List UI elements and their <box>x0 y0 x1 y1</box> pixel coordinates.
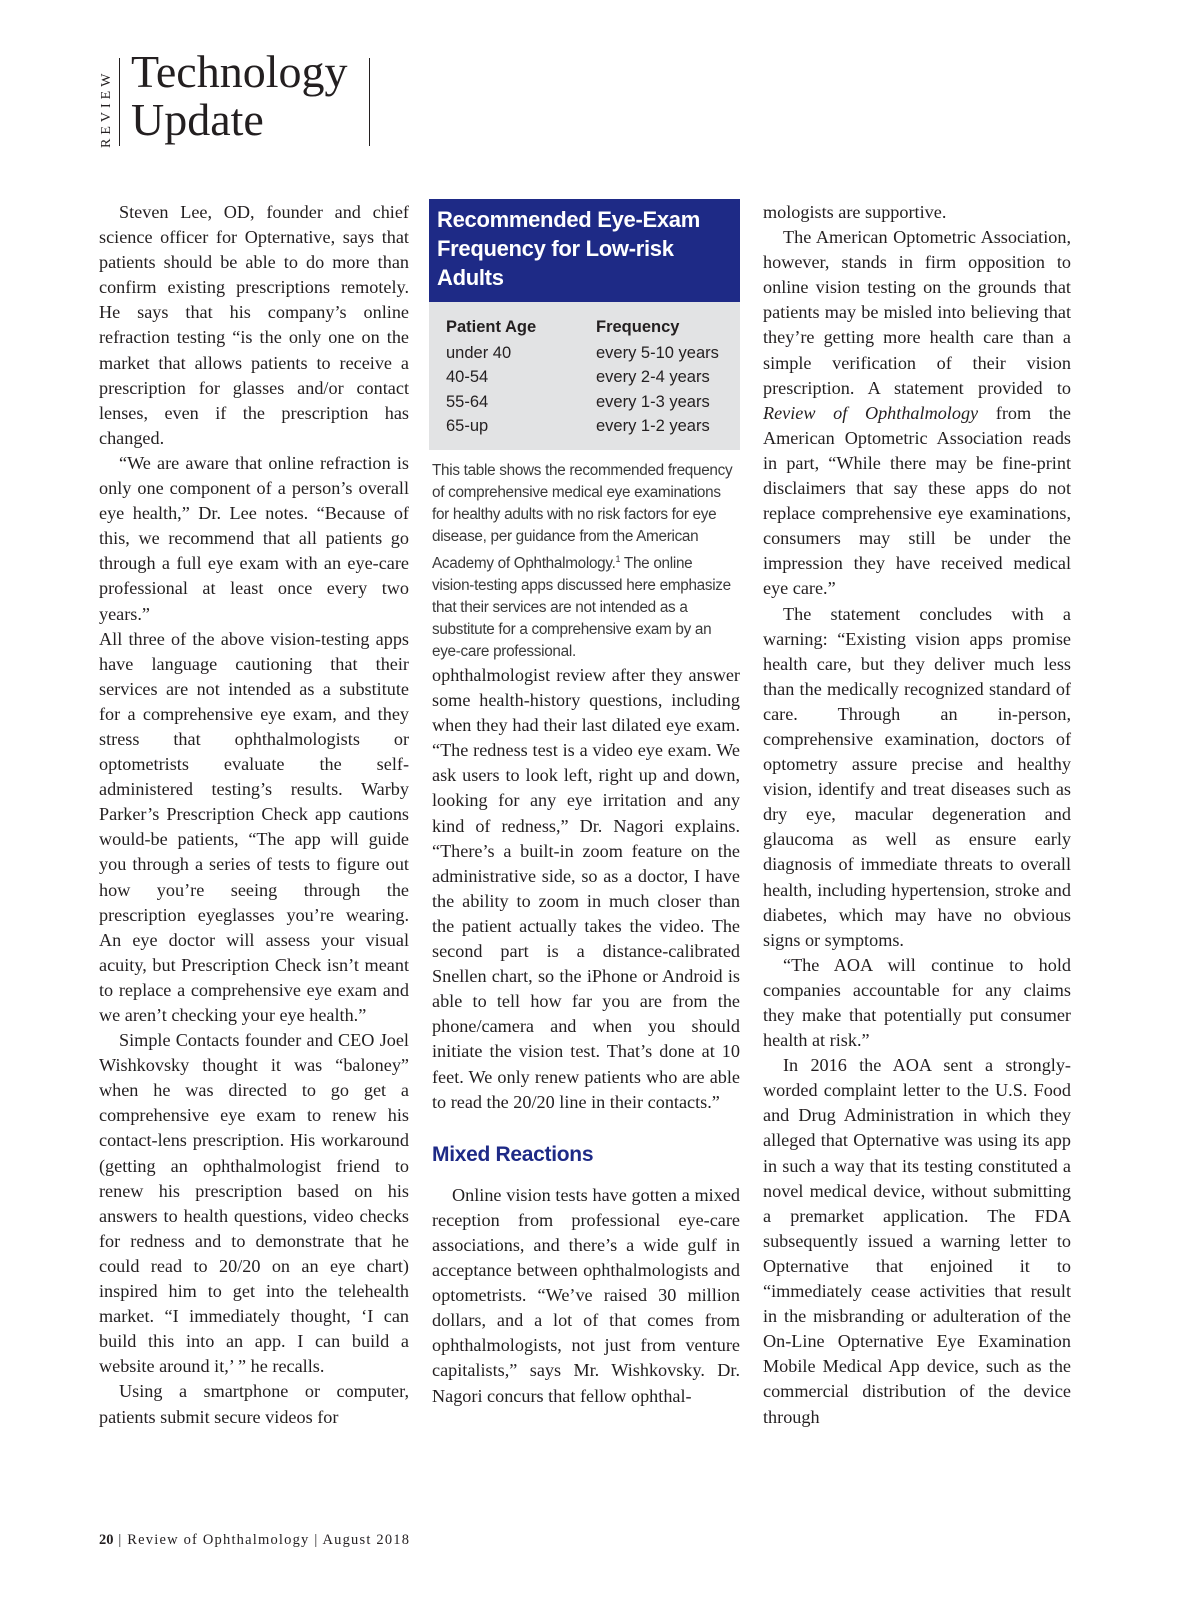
paragraph: ophthalmologist review after they answer some health-history questions, including when they had their last dilated eye exam. “The redness test is a video eye exam. We ask users to look left, right up and down, looking for any eye irritation and any kind of redness,” Dr. Nagori explains. “There’s a built-in zoom feature on the administrative side, so as a doctor, I have the ability to zoom in much closer than the patient actually takes the video. The second part is a distance-calibrated Snellen chart, so the iPhone or Android is able to tell how far you are from the phone/camera and when you should initiate the vision test. That’s done at 10 feet. We only renew patients who are able to read the 20/20 line in their contacts.” <box>432 665 740 1112</box>
publication-name: Review of Ophthalmology <box>127 1532 310 1548</box>
paragraph: “The AOA will continue to hold companies accountable for any claims they make that potentially put consumer health at risk.” <box>763 954 1071 1051</box>
paragraph: Steven Lee, OD, founder and chief science officer for Opternative, says that patients should be able to do more than confirm existing prescriptions remotely. He says that his company’s online refraction testing “is the only one on the market that allows patients to receive a prescription for glasses and/or contact lenses, even if the prescription has changed. <box>99 202 409 448</box>
table-row <box>446 415 719 440</box>
paragraph-text: from the American Optometric Association reads in part, “While there may be fine-print disclaimers that say these apps do not replace comprehensive eye examinations, consumers may still be under the impression they have received medical eye care.” <box>763 402 1071 599</box>
paragraph: “We are aware that online refraction is only one component of a person’s overall eye health,” Dr. Lee notes. “Because of this, we recommend that all patients go through a full eye exam with an eye-care professional at least once every two years.” <box>99 452 409 624</box>
paragraph: The statement concludes with a warning: “Existing vision apps promise health care, but they deliver much less than the medically recognized standard of care. Through an in-person, comprehensive examination, doctors of optometry assure precise and healthy vision, identify and treat diseases such as dry eye, macular degeneration and glaucoma as well as ensure early diagnosis of immediate threats to overall health, including hypertension, stroke and diabetes, which may have no obvious signs or symptoms. <box>763 603 1071 950</box>
table-row <box>446 390 719 415</box>
caption-text: This table shows the recommended frequency of comprehensive medical eye examinations for healthy adults with no risk factors for eye disease, per guidance from the American Academy of Ophthalmology. <box>432 462 733 573</box>
sidebar-caption <box>429 450 740 663</box>
table-row <box>446 341 719 366</box>
paragraph: In 2016 the AOA sent a strongly-worded complaint letter to the U.S. Food and Drug Administration in which they alleged that Opternative was using its app in such a way that its testing constituted a novel medical device, without submitting a premarket application. The FDA subsequently issued a warning letter to Opternative that enjoined it to “immediately cease activities that result in the misbranding or adulteration of the On-Line Opternative Eye Examination Mobile Medical App device, such as the commercial distribution of the device through <box>763 1055 1071 1427</box>
subheading: Mixed Reactions <box>432 1142 594 1166</box>
section-title-line1: Technology <box>131 46 348 97</box>
table-cell: every 2-4 years <box>596 368 710 387</box>
table-cell: every 1-2 years <box>596 417 710 436</box>
header-divider-right <box>369 58 370 146</box>
article-column-3 <box>763 200 1071 1430</box>
paragraph <box>763 225 1071 601</box>
header-divider-left <box>119 58 120 146</box>
section-header <box>97 46 377 152</box>
caption-text: The online vision-testing apps discussed here emphasize that their services are not intended as a substitute for a comprehensive exam by an eye-care professional. <box>432 555 731 661</box>
sidebar-title: Recommended Eye-Exam Frequency for Low-risk Adults <box>429 199 740 302</box>
table-cell: every 5-10 years <box>596 343 719 362</box>
page-footer <box>99 1532 410 1549</box>
paragraph: Simple Contacts founder and CEO Joel Wishkovsky thought it was “baloney” when he was directed to go get a comprehensive eye exam to renew his contact-lens prescription. His workaround (getting an ophthalmologist friend to renew his prescription based on his answers to health questions, video checks for redness and to demonstrate that he could read to 20/20 on an eye chart) inspired him to get into the telehealth market. “I immediately thought, ‘I can build this into an app. I can build a website around it,’ ” he recalls. <box>99 1030 409 1377</box>
paragraph: Online vision tests have gotten a mixed reception from professional eye-care associations, and there’s a wide gulf in acceptance between ophthalmologists and optometrists. “We’ve raised 30 million dollars, and a lot of that comes from ophthalmologists, not just from venture capitalists,” says Mr. Wishkovsky. Dr. Nagori concurs that fellow ophthal- <box>432 1184 740 1406</box>
table-cell: under 40 <box>446 343 512 362</box>
table-header: Patient Age <box>446 318 537 336</box>
footer-separator: | <box>118 1532 123 1548</box>
table-header: Frequency <box>596 318 680 336</box>
table-cell: 65-up <box>446 417 489 436</box>
table-cell: 40-54 <box>446 368 489 387</box>
table-cell: every 1-3 years <box>596 392 710 411</box>
section-title-line2: Update <box>131 94 264 145</box>
frequency-table <box>429 302 740 450</box>
page-number: 20 <box>99 1532 114 1548</box>
paragraph: All three of the above vision-testing apps have language cautioning that their services are not intended as a substitute for a comprehensive eye exam, and they stress that ophthalmologists or optometrists evaluate the self-administered testing’s results. Warby Parker’s Prescription Check app cautions would-be patients, “The app will guide you through a series of tests to figure out how you’re seeing through the prescription eyeglasses you’re wearing. An eye doctor will assess your visual acuity, but Prescription Check isn’t meant to replace a comprehensive eye exam and we aren’t checking your eye health.” <box>99 628 409 1025</box>
footnote-reference: 1 <box>615 554 621 564</box>
paragraph: Using a smartphone or computer, patients submit secure videos for <box>99 1381 409 1427</box>
table-cell: 55-64 <box>446 392 489 411</box>
issue-date: August 2018 <box>322 1532 411 1548</box>
paragraph: mologists are supportive. <box>763 202 947 222</box>
article-column-2 <box>432 663 740 1409</box>
paragraph-text: The American Optometric Association, however, stands in firm opposition to online vision testing on the grounds that patients may be misled into believing that they’re getting more health care than a simple verification of their vision prescription. A statement provided to <box>763 227 1071 398</box>
footer-separator: | <box>314 1532 319 1548</box>
section-label: REVIEW <box>99 69 114 148</box>
journal-title: Review of Ophthalmology <box>763 402 979 423</box>
sidebar-box <box>429 199 740 663</box>
table-row <box>446 366 719 391</box>
table-header-row <box>446 314 719 341</box>
article-column-1 <box>99 200 409 1430</box>
